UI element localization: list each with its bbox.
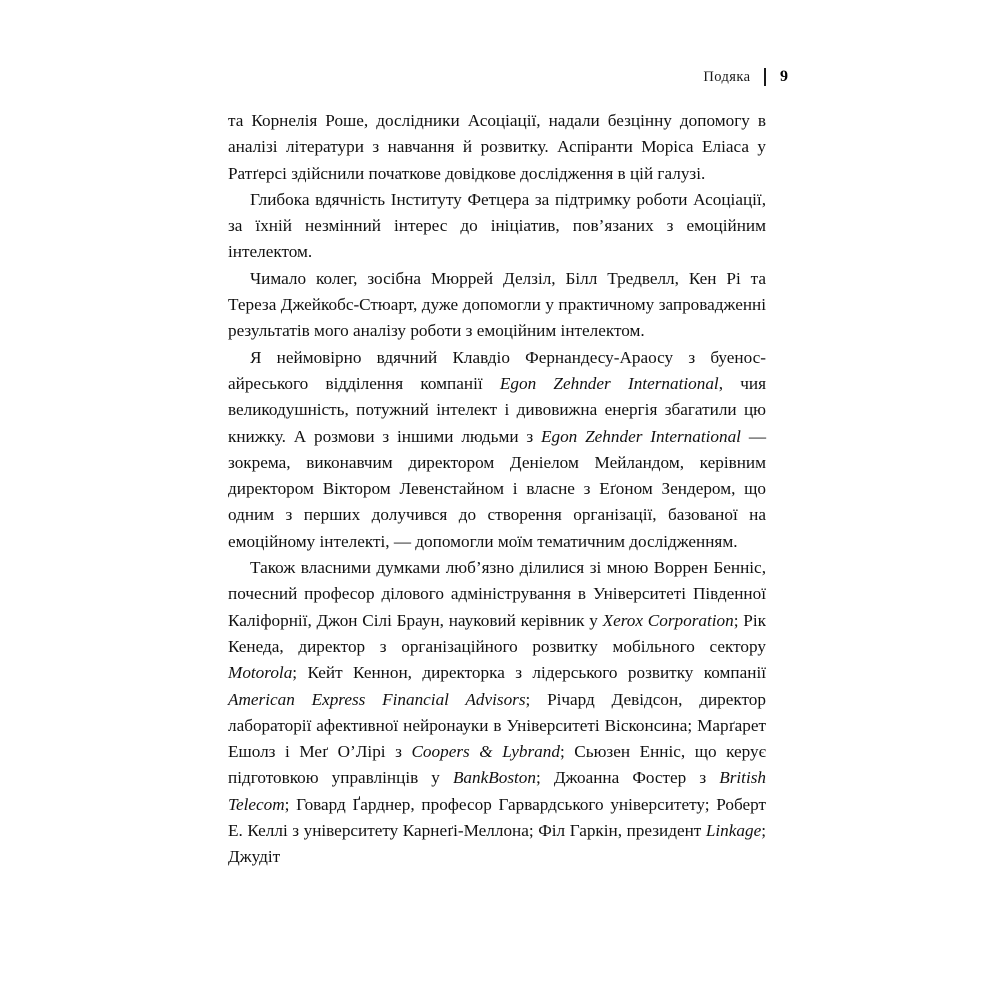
text-run: Я неймовірно вдячний Клавдіо Фернандесу-Араосу з буенос-айреського відділення компанії (228, 347, 766, 393)
paragraph (228, 266, 766, 345)
text-run: та Корнелія Роше, дослідники Асоціації, надали безцінну допомогу в аналізі літератури з навчання й розвитку. Аспіранти Моріса Еліаса у Ратґерсі здійснили початкове довідкове дослідження в цій галузі. (228, 111, 766, 183)
italic-run: Xerox Corporation (602, 610, 734, 630)
italic-run: Egon Zehnder International (499, 373, 719, 393)
text-run: Глибока вдячність Інституту Фетцера за підтримку роботи Асоціації, за їхній незмінний інтерес до ініціатив, пов’язаних з емоційним інтелектом. (228, 189, 766, 262)
body-text (228, 108, 766, 871)
italic-run: Egon Zehnder International (541, 426, 741, 446)
text-run: ; Джоанна Фостер з (536, 768, 720, 788)
italic-run: Coopers & Lybrand (411, 742, 560, 762)
paragraph (228, 187, 766, 266)
header-divider (764, 68, 766, 86)
page-number: 9 (780, 68, 788, 85)
running-head (228, 68, 788, 86)
paragraph (228, 555, 766, 871)
text-run: ; Рік Кенеда, директор з організаційного розвитку мобільного сектору (228, 610, 766, 656)
text-run: , чия великодушність, потужний інтелект і дивовижна енергія збагатили цю книжку. А розмови з іншими людьми з (228, 373, 766, 446)
italic-run: Linkage (705, 821, 762, 841)
text-run: Також власними думками люб’язно ділилися зі мною Воррен Бенніс, почесний професор ділового адміністрування в Університеті Південної Каліфорнії, Джон Сілі Браун, науковий керівник у (228, 558, 766, 630)
text-run: ; Кейт Кеннон, директорка з лідерського розвитку компанії (292, 663, 766, 683)
paragraph (228, 108, 766, 187)
paragraph (228, 345, 766, 555)
text-run: ; Джудіт (228, 821, 766, 867)
italic-run: American Express Financial Advisors (228, 689, 526, 709)
italic-run: BankBoston (452, 768, 536, 788)
text-run: ; Річард Девідсон, директор лабораторії афективної нейронауки в Університеті Вісконсина; Марґарет Ешолз і Меґ О’Лірі з (228, 689, 766, 762)
italic-run: Motorola (228, 663, 293, 683)
text-run: Чимало колег, зосібна Мюррей Делзіл, Білл Тредвелл, Кен Рі та Тереза Джейкобс-Стюарт, дуже допомогли у практичному запровадженні результатів мого аналізу роботи з емоційним інтелектом. (228, 268, 766, 341)
chapter-name: Подяка (703, 68, 751, 85)
text-run: ; Говард Ґарднер, професор Гарвардського університету; Роберт Е. Келлі з університету Карнеґі-Меллона; Філ Гаркін, президент (228, 794, 766, 841)
text-run: — зокрема, виконавчим директором Деніелом Мейландом, керівним директором Віктором Левенстайном і власне з Еґоном Зендером, що одним з перших долучився до створення організації, базованої на емоційному інтелекті, — допомогли моїм тематичним дослідженням. (228, 426, 766, 551)
text-run: ; Сьюзен Енніс, що керує підготовкою управлінців у (228, 742, 766, 788)
italic-run: British Telecom (228, 768, 766, 814)
